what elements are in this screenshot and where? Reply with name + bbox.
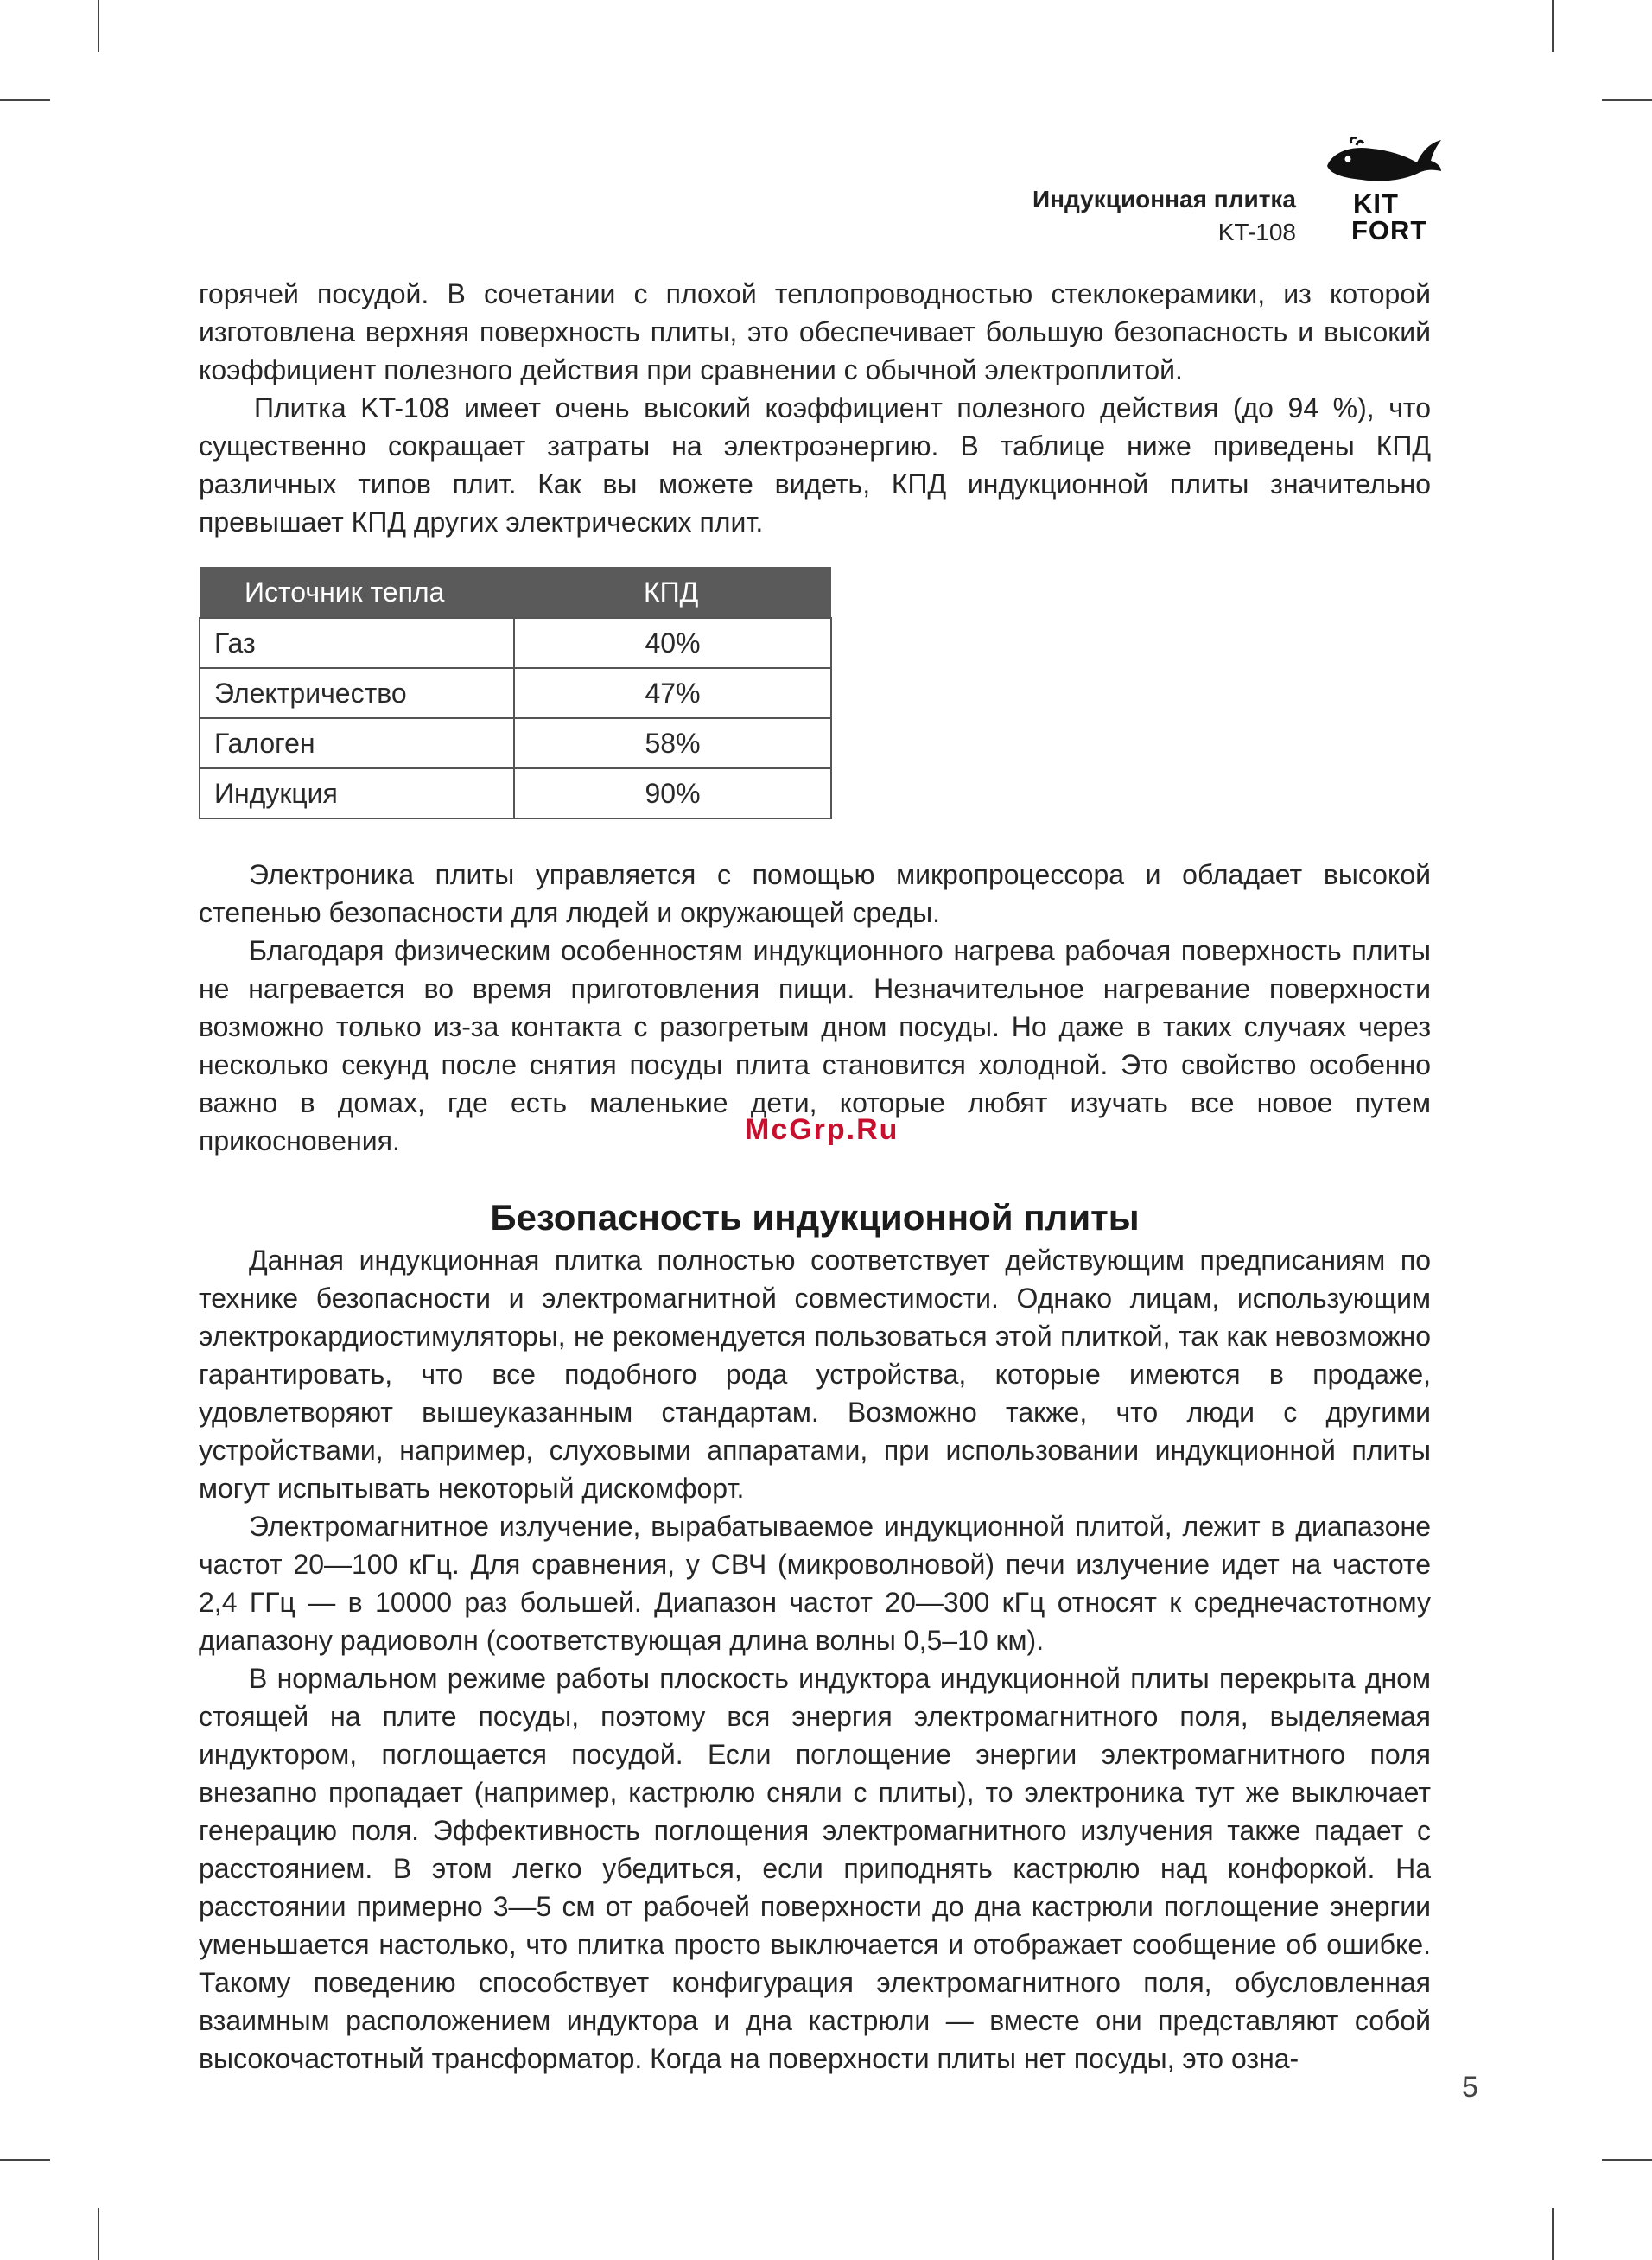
- product-title: Индукционная плитка: [1032, 186, 1296, 213]
- watermark: McGrp.Ru: [745, 1113, 899, 1146]
- kitfort-logo: [1353, 190, 1427, 244]
- cell-efficiency: 58%: [514, 718, 831, 768]
- table-row: [200, 768, 831, 818]
- logo-line2: FORT: [1351, 215, 1428, 245]
- crop-mark-top-left-h: [0, 99, 50, 101]
- table-header-row: [200, 567, 831, 618]
- page-number: 5: [1462, 2071, 1478, 2104]
- crop-mark-bottom-right-h: [1602, 2159, 1652, 2161]
- crop-mark-bottom-left-h: [0, 2159, 50, 2161]
- header-heat-source: Источник тепла: [200, 567, 514, 618]
- paragraph-efficiency: Плитка KT-108 имеет очень высокий коэффициент полезного действия (до 94 %), что существенно сокращает затраты на электроэнергию. В таблице ниже приведены КПД различных типов плит. Как вы можете видеть, КПД индукционной плиты значительно превышает КПД других электрических плит.: [199, 392, 1431, 538]
- crop-mark-top-left: [98, 0, 99, 52]
- page-content: [199, 275, 1431, 2078]
- cell-source: Электричество: [200, 668, 514, 718]
- cell-efficiency: 90%: [514, 768, 831, 818]
- product-model: KT-108: [1217, 219, 1296, 245]
- table-row: [200, 718, 831, 768]
- crop-mark-bottom-left: [98, 2208, 99, 2260]
- cell-efficiency: 40%: [514, 618, 831, 668]
- efficiency-table: [199, 567, 832, 819]
- table-row: [200, 618, 831, 668]
- crop-mark-top-right-h: [1602, 99, 1652, 101]
- paragraph-safety-standards: Данная индукционная плитка полностью соответствует действующим предписаниям по технике безопасности и электромагнитной совместимости. Однако лицам, использующим электрокардиостимуляторы, не рекомендуется пользоваться этой плиткой, так как невозможно гарантировать, что все подобного рода устройства, которые имеются в продаже, удовлетворяют вышеуказанным стандартам. Возможно также, что люди с другими устройствами, например, слуховыми аппаратами, при использовании индукционной плиты могут испытывать некоторый дискомфорт.: [199, 1245, 1431, 1504]
- table-row: [200, 668, 831, 718]
- page-header: [1032, 183, 1296, 249]
- crop-mark-top-right: [1552, 0, 1554, 52]
- paragraph-continuation: горячей посудой. В сочетании с плохой теплопроводностью стеклокерамики, из которой изготовлена верхняя поверхность плиты, это обеспечивает большую безопасность и высокий коэффициент полезного действия при сравнении с обычной электроплитой.: [199, 278, 1431, 385]
- cell-efficiency: 47%: [514, 668, 831, 718]
- cell-source: Индукция: [200, 768, 514, 818]
- paragraph-electronics: Электроника плиты управляется с помощью микропроцессора и обладает высокой степенью безопасности для людей и окружающей среды.: [199, 859, 1431, 928]
- paragraph-surface-heating: Благодаря физическим особенностям индукционного нагрева рабочая поверхность плиты не нагревается во время приготовления пищи. Незначительное нагревание поверхности возможно только из-за контакта с разогретым дном посуды. Но даже в таких случаях через несколько секунд после снятия посуды плита становится холодной. Это свойство особенно важно в домах, где есть маленькие дети, которые любят изучать все новое путем прикосновения.: [199, 935, 1431, 1156]
- paragraph-normal-mode: В нормальном режиме работы плоскость индуктора индукционной плиты перекрыта дном стоящей на плите посуды, поэтому вся энергия электромагнитного поля, выделяемая индуктором, поглощается посудой. Если поглощение энергии электромагнитного поля внезапно пропадает (например, кастрюлю сняли с плиты), то электроника тут же выключает генерацию поля. Эффективность поглощения электромагнитного излучения также падает с расстоянием. В этом легко убедиться, если приподнять кастрюлю над конфоркой. На расстоянии примерно 3—5 см от рабочей поверхности до дна кастрюли поглощение энергии уменьшается настолько, что плитка просто выключается и отображает сообщение об ошибке. Такому поведению способствует конфигурация электромагнитного поля, обусловленная взаимным расположением индуктора и дна кастрюли — вместе они представляют собой высокочастотный трансформатор. Когда на поверхности плиты нет посуды, это озна-: [199, 1663, 1431, 2074]
- header-efficiency: КПД: [514, 567, 831, 618]
- crop-mark-bottom-right: [1552, 2208, 1554, 2260]
- cell-source: Газ: [200, 618, 514, 668]
- section-heading: Безопасность индукционной плиты: [490, 1197, 1140, 1238]
- cell-source: Галоген: [200, 718, 514, 768]
- logo-line1: KIT: [1353, 188, 1399, 219]
- paragraph-radiation: Электромагнитное излучение, вырабатываемое индукционной плитой, лежит в диапазоне частот 20—100 кГц. Для сравнения, у СВЧ (микроволновой) печи излучение идет на частоте 2,4 ГГц — в 10000 раз большей. Диапазон частот 20—300 кГц относят к среднечастотному диапазону радиоволн (соответствующая длина волны 0,5–10 км).: [199, 1511, 1431, 1656]
